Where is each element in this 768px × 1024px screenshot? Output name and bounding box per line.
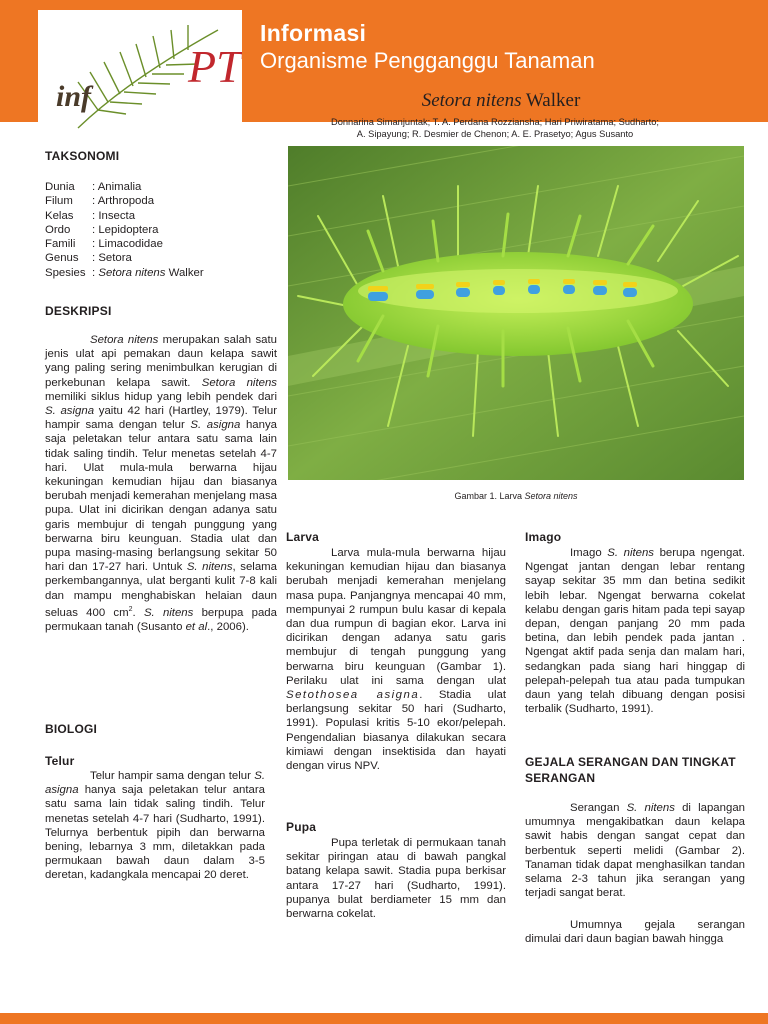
text-run: merupakan salah satu jenis ulat api pemakan daun kelapa sawit yang paling sering menimbulkan kerugian di perkebunan kelapa sawit. — [45, 334, 277, 389]
text-run: ., 2006). — [207, 620, 249, 633]
taxonomy-value: : Insecta — [92, 209, 136, 222]
header-title-opt: Organisme Pengganggu Tanaman — [260, 48, 595, 73]
text-italic: S. nitens — [143, 606, 194, 619]
taxonomy-row — [45, 180, 275, 194]
species-title — [246, 90, 756, 112]
deskripsi-heading: DESKRIPSI — [45, 304, 112, 318]
taxonomy-value: : Lepidoptera — [92, 223, 159, 236]
svg-text:PT: PT — [188, 41, 242, 92]
author-line-2: A. Sipayung; R. Desmier de Chenon; A. E. Prasetyo; Agus Susanto — [356, 129, 634, 139]
taxonomy-value: : Animalia — [92, 181, 142, 193]
text-run: berupa ngengat. Ngengat jantan dengan lebar rentang sayap sekitar 35 mm dan betina sedikit lebih lebar. Ngengat berwarna cokelat kelabu dengan garis hitam pada tepi sayap depan, dengan panjang 20 mm pada betina, dan lebih pendek pada jantan . Ngengat aktif pada senja dan malam hari, sedangkan pada siang hari hinggap di pelepah-pelepah tua atau pada tumpukan daun yang telah dibuang dengan posisi terbalik (Sudharto, 1991). — [525, 547, 745, 716]
text-italic: Setora nitens — [201, 376, 277, 389]
pupa-heading: Pupa — [286, 820, 317, 834]
text-run: . Stadia ulat berlangsung sekitar 50 hari (Sudharto, 1991). Populasi kritis 5-10 ekor/pelepah. Pengendalian biasanya dilakukan secara kimiawi dengan insektisida dan hayati dengan virus NPV. — [286, 689, 506, 773]
text-run: . — [132, 606, 144, 619]
taxonomy-key: Dunia — [45, 181, 75, 193]
gejala-paragraph-2: Umumnya gejala serangan dimulai dari daun bagian bawah hingga — [525, 919, 745, 946]
header-title-informasi: Informasi — [260, 20, 367, 46]
imago-heading: Imago — [525, 530, 562, 544]
larva-paragraph — [286, 546, 506, 773]
taxonomy-colon: : — [92, 266, 99, 279]
text-run: berpupa pada permukaan tanah (Susanto — [45, 606, 277, 633]
taxonomy-value: : Setora — [92, 252, 132, 265]
author-line-1: Donnarina Simanjuntak; T. A. Perdana Rozziansha; Hari Priwiratama; Sudharto; — [331, 117, 659, 127]
text-italic: S. nitens — [186, 561, 233, 574]
larva-heading: Larva — [286, 530, 320, 544]
text-run: Serangan — [570, 802, 627, 814]
text-run: Telur hampir sama dengan telur — [90, 770, 255, 782]
palm-leaf-logo-icon — [38, 10, 242, 140]
caterpillar-image — [288, 146, 744, 480]
text-run: yaitu 42 hari (Hartley, 1979). Telur hampir sama dengan telur — [45, 405, 277, 432]
svg-text:inf: inf — [56, 80, 92, 113]
text-run: Larva mula-mula berwarna hijau kekuningan kemudian hijau dan biasanya berubah menjadi kemerahan menjelang masa pupa. Panjangnya mencapai 40 mm, mempunyai 2 rumpun bulu kasar di kepala dan dua rumpun di bagian ekor. Larva ini dicirikan dengan adanya satu garis membujur di tengah punggung yang berwarna biru keunguan (Gambar 1). Perilaku ulat ini sama dengan ulat — [286, 547, 506, 687]
taxonomy-row — [45, 251, 275, 265]
deskripsi-paragraph — [45, 333, 277, 634]
imago-paragraph — [525, 546, 745, 716]
taxonomy-key: Famili — [45, 238, 76, 251]
taxonomy-value: : Arthropoda — [92, 195, 155, 208]
taxonomy-species-italic: Setora nitens — [98, 266, 166, 279]
text-italic: S. asigna — [45, 770, 265, 797]
text-run: , selama perkembangannya, ulat berganti kulit 7-8 kali dan mampu menghabiskan helaian daun seluas 400 cm — [45, 561, 277, 619]
taxonomy-row — [45, 209, 275, 223]
text-run: memiliki siklus hidup yang lebih pendek dari — [45, 390, 277, 403]
text-run: hanya saja peletakan telur antara satu sama lain tidak saling tindih. Telur menetas setelah 4-7 hari (Sudharto, 1991). Telurnya berbentuk pipih dan berwarna bening, lebarnya 3 mm, diletakkan pada permukaan bawah daun dalam 3-5 deretan, kadangkala mencapai 20 deret. — [45, 784, 265, 882]
text-run: di lapangan umumnya mengakibatkan daun kelapa sawit habis dengan sangat cepat dan berbentuk seperti melidi (Gambar 2). Tanaman tidak dapat menghasilkan tandan selama 2-3 tahun jika serangan yang terjadi sangat berat. — [525, 802, 745, 900]
taxonomy-key: Filum — [45, 195, 73, 208]
text-run: hanya saja peletakan telur antara satu sama lain tidak saling tindih. Telur menetas setelah 4-7 hari. Ulat mula-mula berwarna hijau kekuningan kemudian hijau dan biasanya berubah menjadi kemerahan menjelang masa pupa. Ulat ini dicirikan dengan adanya satu garis membujur di tengah punggung yang berwarna biru keunguan. Stadia ulat dan pupa masing-masing berlangsung sekitar 50 hari dan 17-27 hari. Untuk — [45, 419, 278, 574]
text-italic: Setothosea asigna — [286, 689, 420, 702]
taxonomy-row-spesies — [45, 266, 275, 280]
taxonomy-value — [92, 266, 204, 280]
gejala-heading: GEJALA SERANGAN DAN TINGKAT SERANGAN — [525, 755, 736, 785]
figure-caption — [288, 491, 744, 501]
taxonomy-row — [45, 223, 275, 237]
taxonomy-key: Kelas — [45, 209, 74, 222]
taxonomy-species-author: Walker — [165, 266, 204, 279]
gejala-paragraph-1 — [525, 801, 745, 900]
pupa-paragraph: Pupa terletak di permukaan tanah sekitar piringan atau di bawah pangkal batang kelapa sawit. Stadia pupa berkisar antara 17-27 hari (Sudharto, 1991). pupanya bulat berdiameter 15 mm dan berwarna cokelat. — [286, 837, 506, 921]
superscript: 2 — [128, 605, 133, 613]
species-name: Setora nitens — [421, 90, 522, 111]
taxonomy-row — [45, 194, 275, 208]
species-author: Walker — [525, 90, 581, 111]
text-italic: S. nitens — [607, 547, 654, 559]
footer-orange-band — [0, 1013, 768, 1024]
text-italic: S. asigna — [45, 405, 95, 418]
text-italic: Setora nitens — [90, 334, 159, 346]
text-italic: S. asigna — [190, 419, 241, 432]
text-italic: et al — [185, 620, 208, 633]
taxonomy-key: Ordo — [45, 223, 71, 236]
text-italic: S. nitens — [626, 802, 675, 814]
caption-prefix: Gambar 1. Larva — [454, 491, 522, 501]
telur-paragraph — [45, 769, 265, 883]
author-list — [280, 116, 710, 140]
telur-heading: Telur — [45, 754, 75, 768]
larva-photo — [288, 146, 744, 480]
caption-species: Setora nitens — [524, 491, 578, 501]
logo — [38, 10, 242, 140]
text-run: Imago — [570, 547, 608, 559]
taxonomy-row — [45, 237, 275, 251]
taxonomy-value: : Limacodidae — [92, 238, 163, 251]
taxonomy-key: Genus — [45, 252, 79, 265]
taksonomi-heading: TAKSONOMI — [45, 149, 120, 163]
biologi-heading: BIOLOGI — [45, 722, 98, 736]
taxonomy-key: Spesies — [45, 266, 86, 279]
taxonomy-table — [45, 180, 275, 280]
